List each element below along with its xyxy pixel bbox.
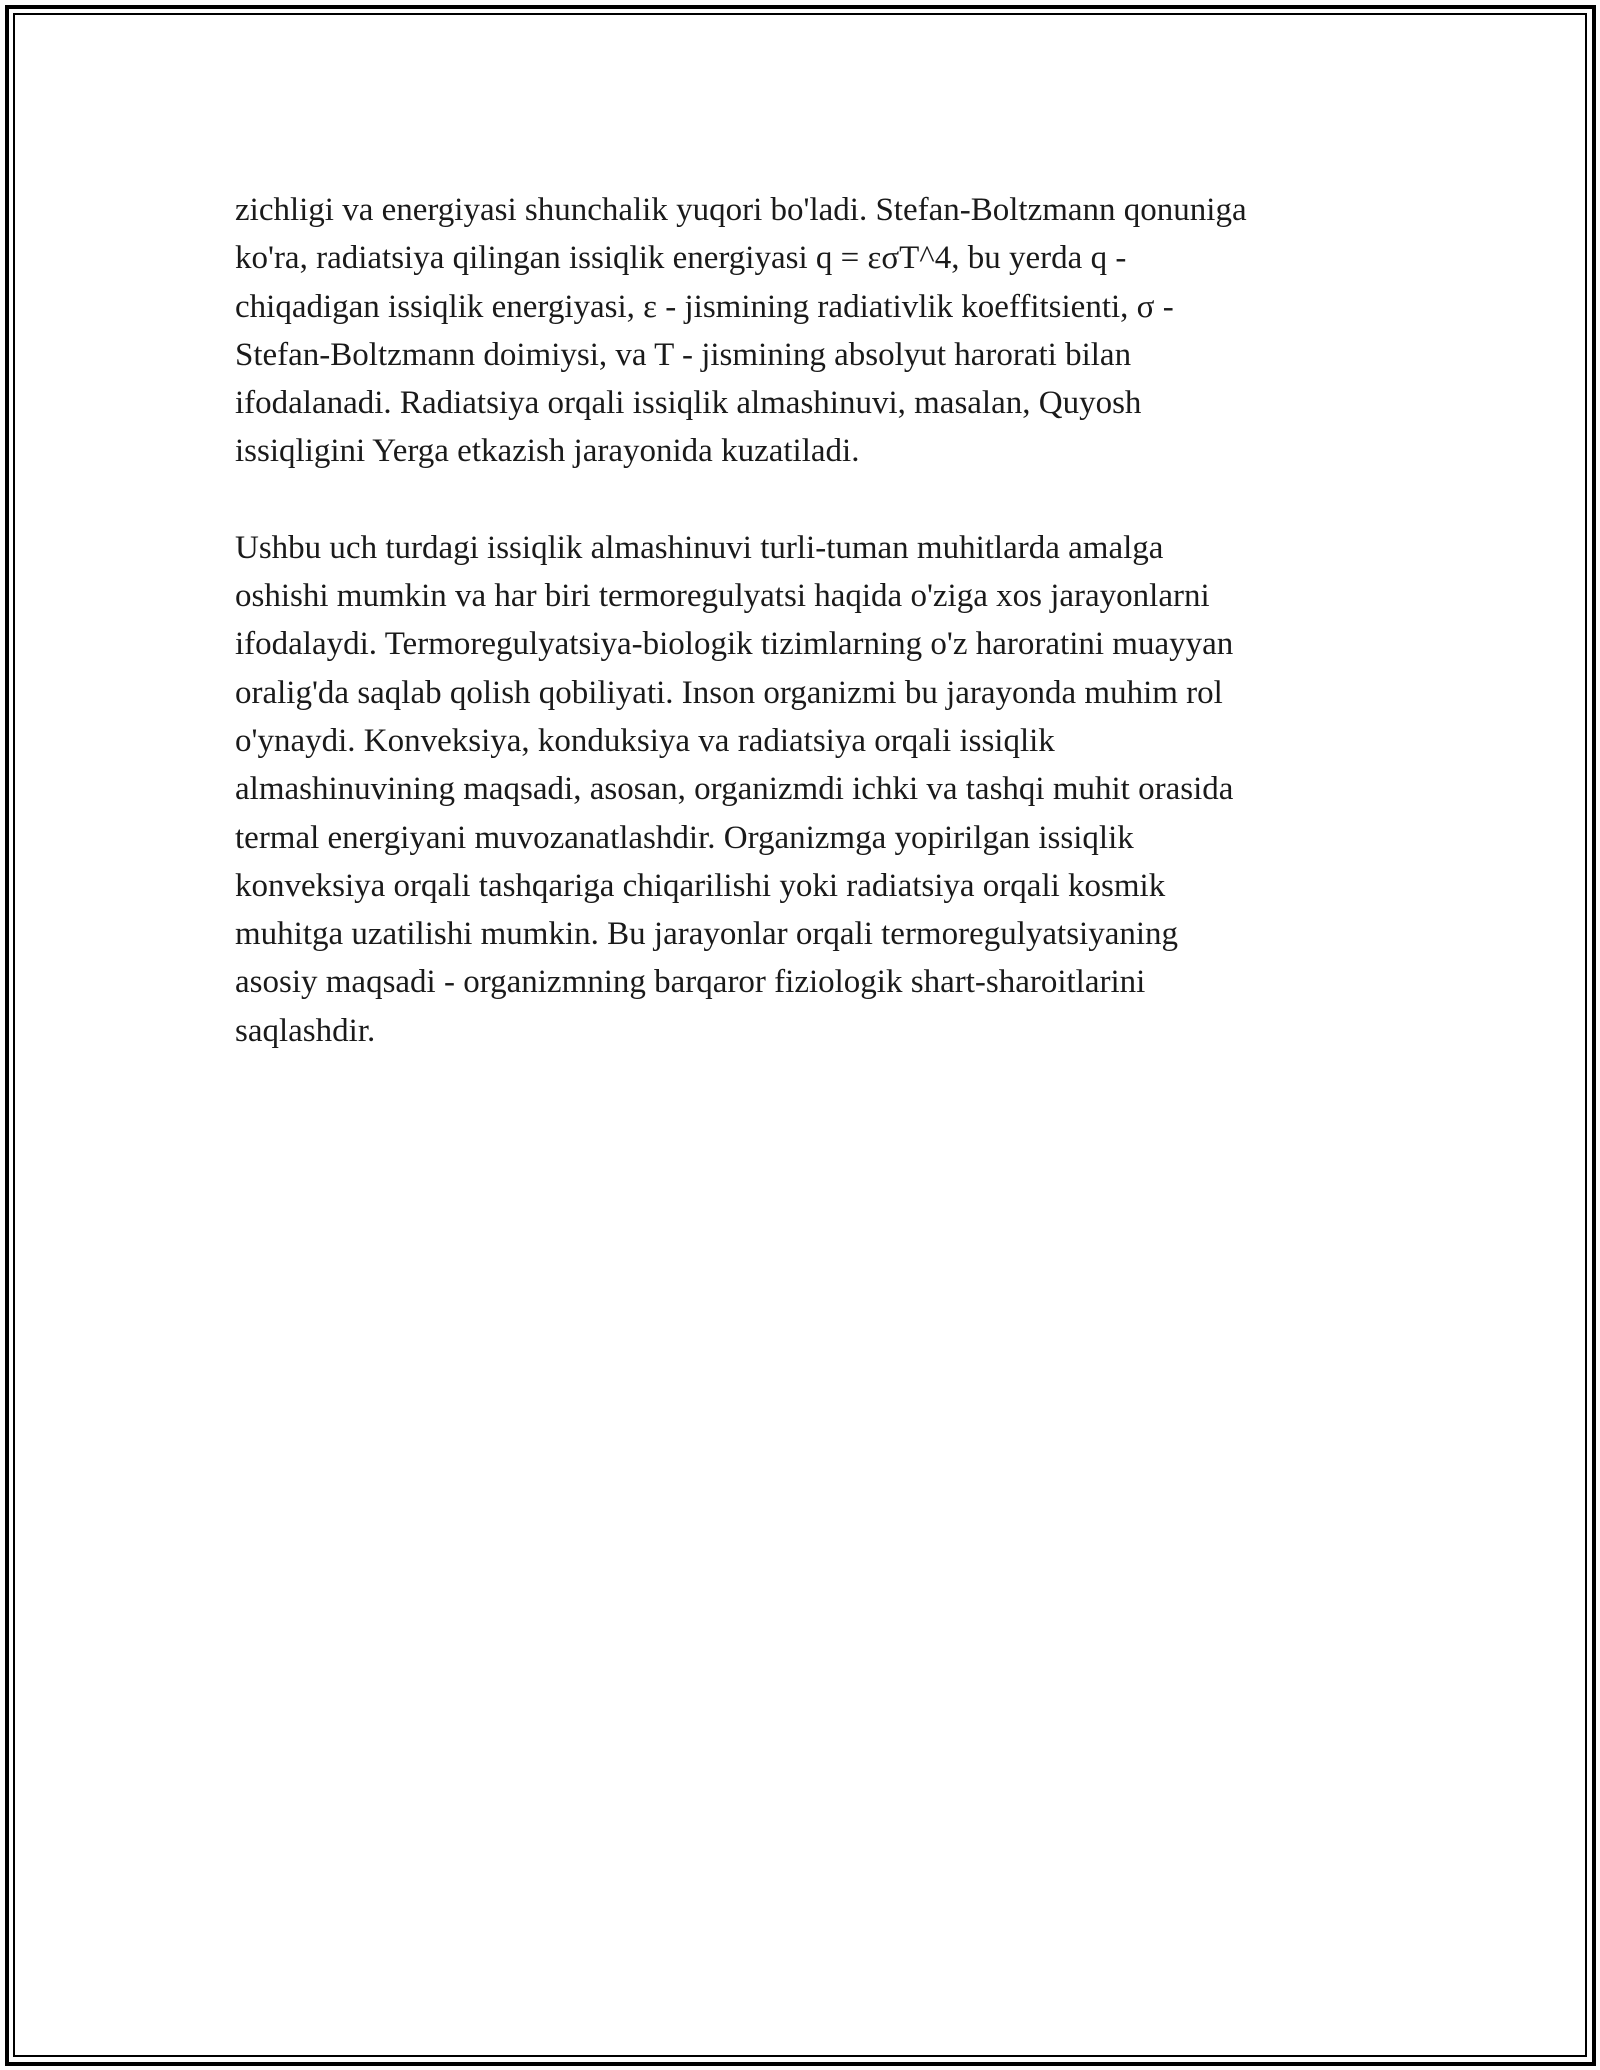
text-line: muhitga uzatilishi mumkin. Bu jarayonlar orqali termoregulyatsiyaning [235,916,1179,953]
text-line: ifodalanadi. Radiatsiya orqali issiqlik almashinuvi, masalan, Quyosh [235,385,1142,422]
text-line: almashinuvining maqsadi, asosan, organizmdi ichki va tashqi muhit orasida [235,771,1234,808]
text-line: issiqligini Yerga etkazish jarayonida kuzatiladi. [235,433,860,470]
text-line: Ushbu uch turdagi issiqlik almashinuvi turli-tuman muhitlarda amalga [235,529,1164,566]
text-line: konveksiya orqali tashqariga chiqarilishi yoki radiatsiya orqali kosmik [235,867,1166,904]
text-line: oralig'da saqlab qolish qobiliyati. Inson organizmi bu jarayonda muhim rol [235,674,1223,711]
text-line: zichligi va energiyasi shunchalik yuqori bo'ladi. Stefan-Boltzmann qonuniga [235,192,1247,228]
text-line: oshishi mumkin va har biri termoregulyatsi haqida o'ziga xos jarayonlarni [235,578,1210,615]
text-line: termal energiyani muvozanatlashdir. Organizmga yopirilgan issiqlik [235,819,1134,856]
paragraph-spacer [235,476,1385,524]
paragraph-2 [235,524,1385,1055]
text-line: chiqadigan issiqlik energiyasi, ε - jismining radiativlik koeffitsienti, σ - [235,288,1174,325]
text-line: asosiy maqsadi - organizmning barqaror fiziologik shart-sharoitlarini [235,964,1146,1001]
text-line: Stefan-Boltzmann doimiysi, va T - jismining absolyut harorati bilan [235,336,1132,373]
document-body [235,186,1385,1055]
text-line: saqlashdir. [235,1012,376,1049]
text-line: o'ynaydi. Konveksiya, konduksiya va radiatsiya orqali issiqlik [235,722,1055,759]
text-line: ifodalaydi. Termoregulyatsiya-biologik tizimlarning o'z haroratini muayyan [235,626,1234,663]
paragraph-1 [235,186,1385,476]
text-line: ko'ra, radiatsiya qilingan issiqlik energiyasi q = εσT^4, bu yerda q - [235,240,1127,277]
